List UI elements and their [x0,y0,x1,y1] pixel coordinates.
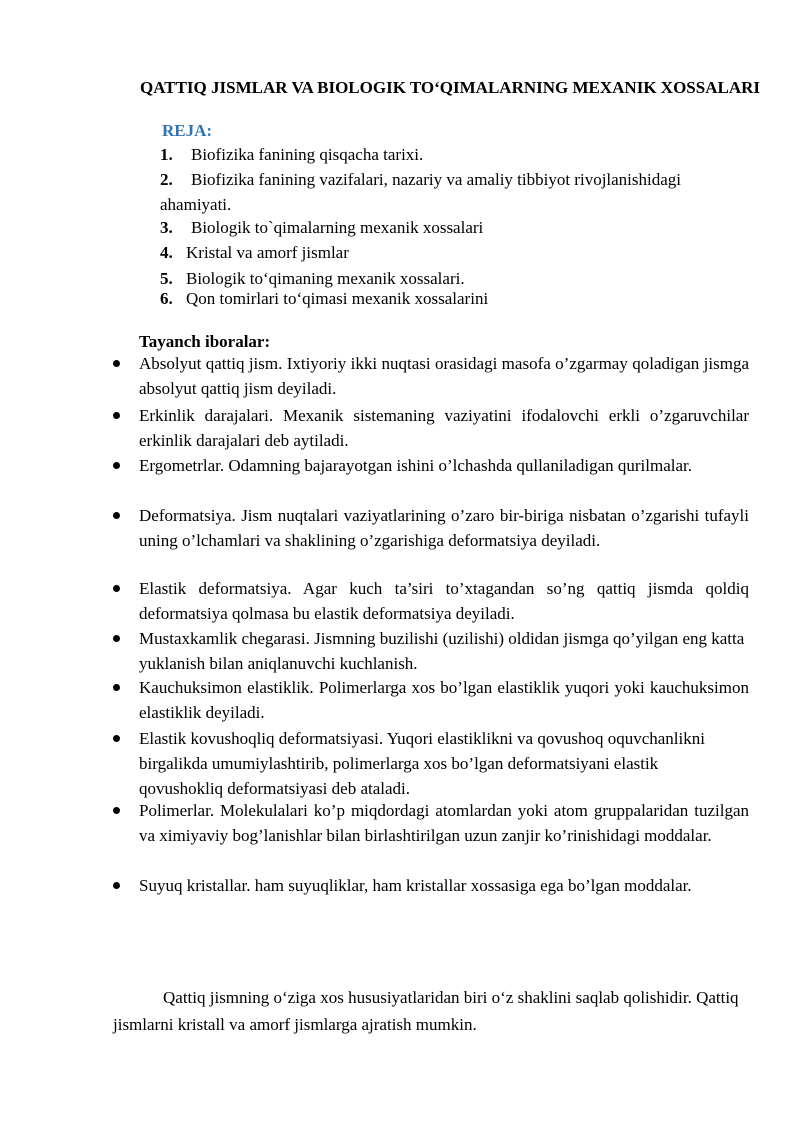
bullet-icon [113,360,120,367]
plan-item-number: 2. [160,170,173,189]
plan-item-number: 3. [160,218,173,237]
plan-item-number: 6. [160,289,173,308]
term-item [139,453,749,478]
term-item [139,726,739,801]
plan-item-text: Biologik to`qimalarning mexanik xossalari [191,218,484,237]
bullet-icon [113,585,120,592]
key-terms-heading: Tayanch iboralar: [139,332,271,351]
plan-item [160,240,760,265]
plan-item-text: Qon tomirlari to‘qimasi mexanik xossalarini [186,289,489,308]
term-item [139,351,749,401]
bullet-icon [113,735,120,742]
term-text: Elastik kovushoqliq deformatsiyasi. Yuqori elastiklikni va qovushoq oquvchanlikni birgalikda umumiylashtirib, polimerlarga xos bo’lgan deformatsiyani elastik qovushokliq deformatsiyasi deb ataladi. [139,729,705,798]
term-text: Suyuq kristallar. ham suyuqliklar, ham kristallar xossasiga ega bo’lgan moddalar. [139,876,692,895]
plan-item [160,167,740,217]
plan-item-text: Biofizika fanining qisqacha tarixi. [191,145,424,164]
plan-heading: REJA: [162,121,213,140]
bullet-icon [113,462,120,469]
plan-item-text: Kristal va amorf jismlar [186,243,349,262]
term-item [139,798,749,848]
term-item [139,626,749,676]
document-title: QATTIQ JISMLAR VA BIOLOGIK TO‘QIMALARNING MEXANIK XOSSALARI [140,78,760,97]
bullet-icon [113,412,120,419]
term-text: Polimerlar. Molekulalari ko’p miqdordagi atomlardan yoki atom gruppalaridan tuzilgan va ximiyaviy bog’lanishlar bilan birlashtirilgan uzun zanjir ko’rinishidagi moddalar. [139,801,749,845]
plan-item [160,215,760,240]
bullet-icon [113,882,120,889]
term-item [139,675,749,725]
plan-item [160,286,760,311]
term-text: Kauchuksimon elastiklik. Polimerlarga xos bo’lgan elastiklik yuqori yoki kauchuksimon elastiklik deyiladi. [139,678,749,722]
plan-item-number: 5. [160,269,173,288]
plan-item-text: Biologik to‘qimaning mexanik xossalari. [186,269,465,288]
bullet-icon [113,512,120,519]
bullet-icon [113,635,120,642]
plan-item-number: 4. [160,243,173,262]
bullet-icon [113,807,120,814]
plan-item-number: 1. [160,145,173,164]
body-paragraph: Qattiq jismning o‘ziga xos hususiyatlaridan biri o‘z shaklini saqlab qolishidir. Qattiq jismlarni kristall va amorf jismlarga ajratish mumkin. [113,988,739,1034]
term-item [139,503,749,553]
term-item [139,403,749,453]
term-text: Mustaxkamlik chegarasi. Jismning buzilishi (uzilishi) oldidan jismga qo’yilgan eng katta yuklanish bilan aniqlanuvchi kuchlanish. [139,629,745,673]
term-text: Absolyut qattiq jism. Ixtiyoriy ikki nuqtasi orasidagi masofa o’zgarmay qoladigan jismga absolyut qattiq jism deyiladi. [139,354,749,398]
term-item [139,576,749,626]
plan-item-text: Biofizika fanining vazifalari, nazariy va amaliy tibbiyot rivojlanishidagi ahamiyati. [160,170,682,214]
term-text: Elastik deformatsiya. Agar kuch ta’siri to’xtagandan so’ng qattiq jismda qoldiq deformatsiya qolmasa bu elastik deformatsiya deyiladi. [139,579,749,623]
plan-item [160,142,760,167]
bullet-icon [113,684,120,691]
term-text: Deformatsiya. Jism nuqtalari vaziyatlarining o’zaro bir-biriga nisbatan o’zgarishi tufayli uning o’lchamlari va shaklining o’zgarishiga deformatsiya deyiladi. [139,506,749,550]
term-item [139,873,749,898]
term-text: Ergometrlar. Odamning bajarayotgan ishini o’lchashda qullaniladigan qurilmalar. [139,456,692,475]
term-text: Erkinlik darajalari. Mexanik sistemaning vaziyatini ifodalovchi erkli o’zgaruvchilar erkinlik darajalari deb aytiladi. [139,406,749,450]
